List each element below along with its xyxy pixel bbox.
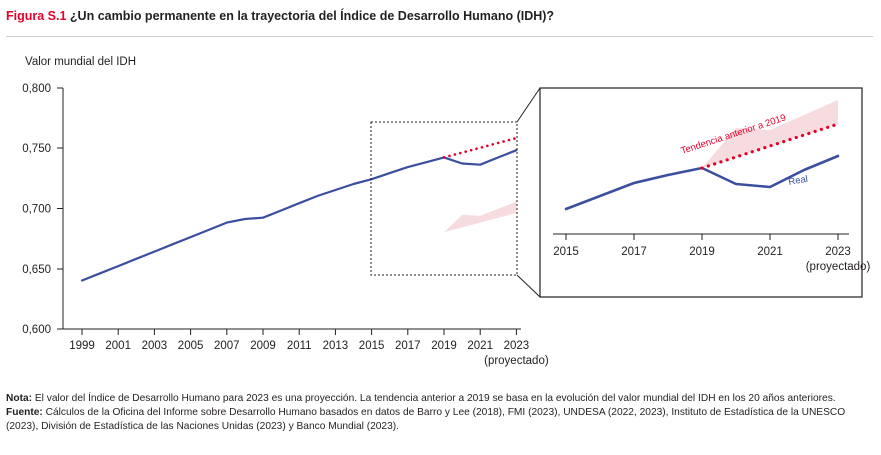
note-label: Nota: [6, 393, 33, 404]
x-tick-label: 2015 [358, 340, 385, 352]
series-real-line [82, 150, 516, 280]
note-text: El valor del Índice de Desarrollo Humano para 2023 es una proyección. La tendencia anterior a 2019 se basa en la evolución del valor mundial del IDH en los 20 años anteriores. [32, 393, 836, 404]
y-tick-label: 0,750 [22, 143, 51, 155]
title-divider [6, 36, 873, 37]
source-line [6, 406, 873, 433]
y-tick-label: 0,650 [22, 264, 51, 276]
x-tick-marks [82, 329, 516, 335]
gap-fill-area [444, 202, 516, 233]
x-tick-label: 2013 [322, 340, 349, 352]
figure-label: Figura S.1 [6, 9, 67, 23]
y-tick-label: 0,700 [22, 203, 51, 216]
x-tick-label: 2021 [467, 340, 493, 352]
y-tick-marks [57, 88, 63, 329]
inset-connector-bottom [517, 275, 540, 297]
x-tick-label: 2019 [431, 340, 457, 352]
note-line [6, 392, 873, 405]
inset-x-tick-label: 2021 [757, 246, 783, 258]
x-tick-label: 2001 [105, 340, 131, 352]
x-tick-label: 2003 [141, 340, 168, 352]
chart-axis-title: Valor mundial del IDH [25, 56, 137, 68]
inset-x-tick-label: 2019 [689, 246, 715, 258]
trend-annotation-label: Tendencia anterior a 2019 [679, 112, 788, 157]
x-tick-label: 2007 [214, 340, 240, 352]
inset-x-tick-label: 2017 [621, 246, 647, 258]
source-label: Fuente: [6, 407, 43, 419]
figure-notes [6, 392, 873, 434]
inset-x-axis-note: (proyectado) [805, 261, 871, 273]
real-annotation-label: Real [787, 173, 809, 188]
x-tick-label: 2009 [250, 340, 276, 352]
x-tick-label: 2011 [286, 340, 312, 352]
source-text: Cálculos de la Oficina del Informe sobre Desarrollo Humano basados en datos de Barro y Lee (2018), FMI (2023), UNDESA (2022, 2023), Instituto de Estadística de la UNESCO (2023), División de Estadística de las Naciones Unidas (2023) y Banco Mundial (2023). [6, 407, 846, 432]
inset-x-tick-label: 2015 [553, 246, 579, 258]
x-tick-label: 1999 [69, 340, 95, 352]
inset-selection-rect [371, 122, 517, 275]
x-tick-label: 2005 [177, 340, 204, 352]
x-tick-label: 2017 [395, 340, 421, 352]
figure-title-row [6, 8, 873, 24]
chart-container [0, 44, 881, 384]
inset-x-tick-label: 2023 [825, 246, 851, 258]
x-tick-label: 2023 [503, 340, 530, 352]
page-title: ¿Un cambio permanente en la trayectoria del Índice de Desarrollo Humano (IDH)? [69, 9, 555, 23]
x-axis-note: (proyectado) [484, 355, 549, 367]
chart-svg [0, 44, 881, 384]
y-tick-label: 0,600 [22, 324, 51, 336]
y-tick-label: 0,800 [22, 83, 51, 95]
inset-connector-top [517, 88, 540, 122]
